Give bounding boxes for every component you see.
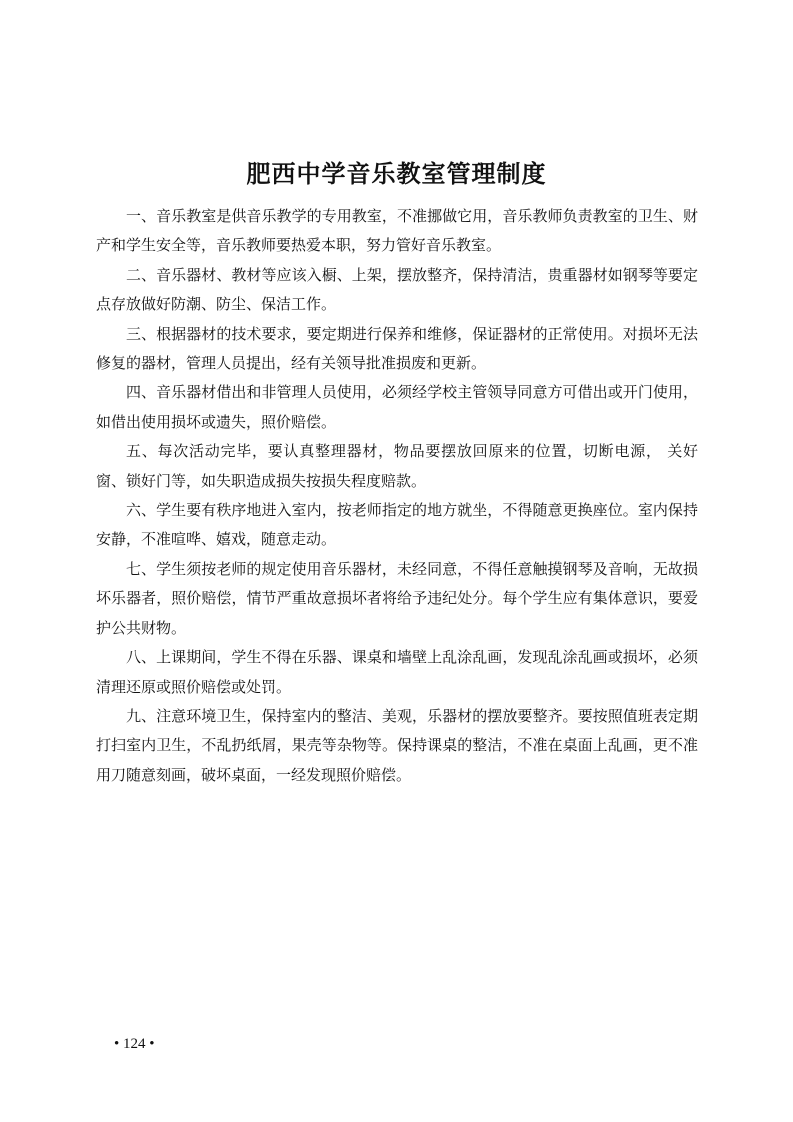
rule-paragraph-1: 一、音乐教室是供音乐教学的专用教室，不准挪做它用，音乐教师负责教室的卫生、财产和学生安全等，音乐教师要热爱本职，努力管好音乐教室。 [96,207,698,255]
rule-paragraph-4: 四、音乐器材借出和非管理人员使用，必须经学校主管领导同意方可借出或开门使用，如借出使用损坏或遗失，照价赔偿。 [96,383,698,431]
rule-paragraph-5: 五、每次活动完毕，要认真整理器材，物品要摆放回原来的位置，切断电源， 关好窗、锁好门等，如失职造成损失按损失程度赔款。 [96,442,698,490]
rule-paragraph-7: 七、学生须按老师的规定使用音乐器材，未经同意，不得任意触摸钢琴及音响，无故损坏乐器者，照价赔偿，情节严重故意损坏者将给予违纪处分。每个学生应有集体意识，要爱护公共财物。 [96,559,698,637]
document-body [96,202,698,790]
rule-paragraph-9: 九、注意环境卫生，保持室内的整洁、美观，乐器材的摆放要整齐。要按照值班表定期打扫室内卫生，不乱扔纸屑，果壳等杂物等。保持课桌的整洁，不准在桌面上乱画，更不准用刀随意刻画，破坏桌面，一经发现照价赔偿。 [96,706,698,784]
page-title: 肥西中学音乐教室管理制度 [246,160,547,189]
page-number: • 124 • [114,1036,155,1052]
rule-paragraph-2: 二、音乐器材、教材等应该入橱、上架，摆放整齐，保持清洁，贵重器材如钢琴等要定点存放做好防潮、防尘、保洁工作。 [96,265,698,314]
rule-paragraph-8: 八、上课期间，学生不得在乐器、课桌和墙壁上乱涂乱画，发现乱涂乱画或损坏，必须清理还原或照价赔偿或处罚。 [96,648,698,696]
rule-paragraph-6: 六、学生要有秩序地进入室内，按老师指定的地方就坐，不得随意更换座位。室内保持安静，不准喧哗、嬉戏，随意走动。 [96,501,698,549]
rule-paragraph-3: 三、根据器材的技术要求，要定期进行保养和维修，保证器材的正常使用。对损坏无法修复的器材，管理人员提出，经有关领导批准损废和更新。 [96,324,698,373]
